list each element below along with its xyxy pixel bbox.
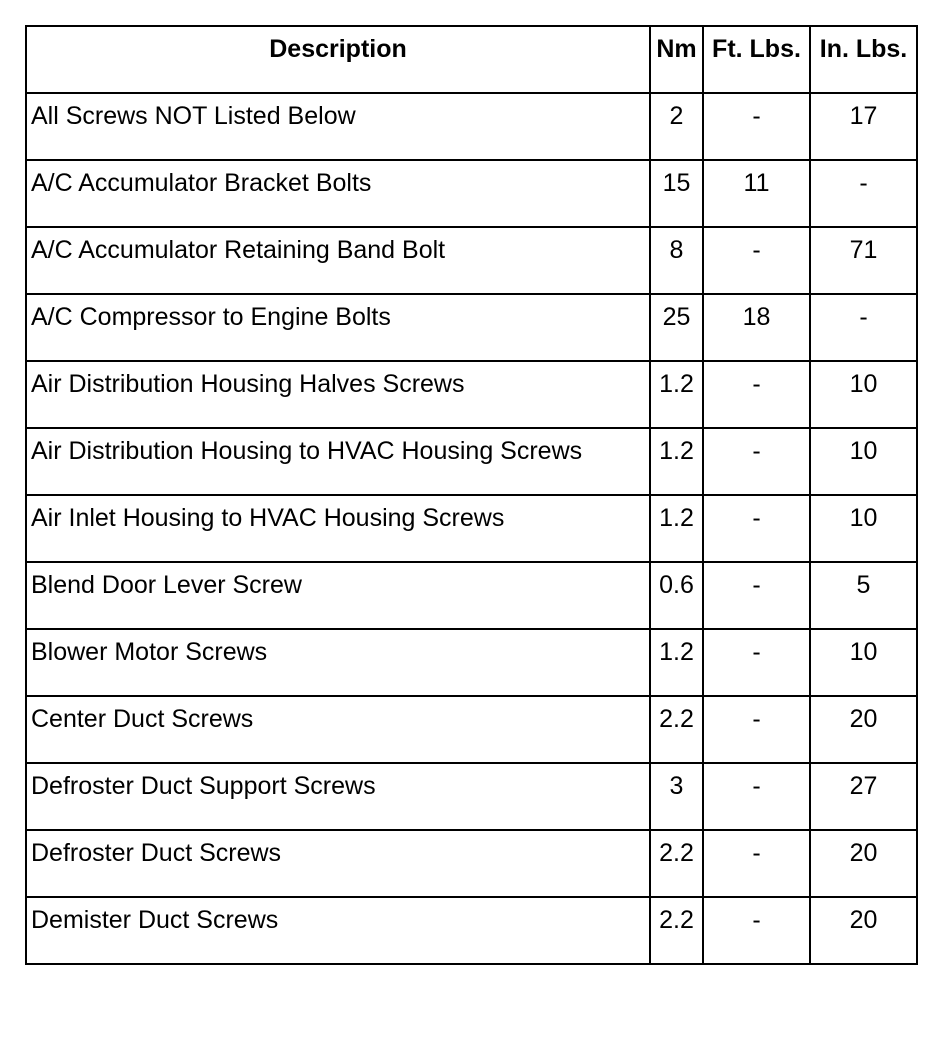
cell-ft-lbs-value: 18	[742, 303, 771, 331]
cell-nm-value: 1.2	[659, 370, 694, 398]
cell-description	[26, 562, 650, 629]
cell-ft-lbs-value: -	[752, 705, 761, 733]
cell-description-value: Air Distribution Housing Halves Screws	[31, 370, 465, 398]
cell-in-lbs	[810, 93, 917, 160]
cell-in-lbs	[810, 160, 917, 227]
cell-in-lbs-value: 10	[849, 504, 878, 532]
cell-nm	[650, 830, 703, 897]
cell-ft-lbs-value: -	[752, 236, 761, 264]
cell-nm	[650, 696, 703, 763]
cell-description-value: Center Duct Screws	[31, 705, 254, 733]
cell-nm-value: 3	[669, 772, 684, 800]
cell-ft-lbs-value: -	[752, 839, 761, 867]
cell-description-value: Blower Motor Screws	[31, 638, 268, 666]
cell-nm-value: 1.2	[659, 504, 694, 532]
cell-nm-value: 2.2	[659, 705, 694, 733]
table-row	[26, 227, 917, 294]
header-in-lbs	[810, 26, 917, 93]
cell-description	[26, 629, 650, 696]
cell-in-lbs-value: 27	[849, 772, 878, 800]
table-row	[26, 160, 917, 227]
table-row	[26, 763, 917, 830]
cell-description	[26, 361, 650, 428]
cell-ft-lbs-value: 11	[743, 169, 770, 197]
cell-nm-value: 0.6	[659, 571, 694, 599]
header-description-label: Description	[269, 35, 407, 63]
cell-nm-value: 25	[662, 303, 691, 331]
table-row	[26, 897, 917, 964]
cell-ft-lbs	[703, 294, 810, 361]
cell-ft-lbs-value: -	[752, 571, 761, 599]
cell-ft-lbs-value: -	[752, 437, 761, 465]
cell-in-lbs	[810, 227, 917, 294]
table-header-row	[26, 26, 917, 93]
cell-description	[26, 495, 650, 562]
header-nm	[650, 26, 703, 93]
cell-ft-lbs-value: -	[752, 370, 761, 398]
torque-spec-table	[25, 25, 918, 965]
cell-nm	[650, 93, 703, 160]
cell-in-lbs-value: 71	[849, 236, 878, 264]
cell-ft-lbs-value: -	[752, 772, 761, 800]
cell-in-lbs-value: 20	[849, 705, 878, 733]
cell-description-value: Air Distribution Housing to HVAC Housing Screws	[31, 437, 583, 465]
cell-in-lbs	[810, 361, 917, 428]
cell-nm	[650, 294, 703, 361]
cell-in-lbs-value: 10	[849, 370, 878, 398]
cell-in-lbs-value: 17	[849, 102, 878, 130]
cell-ft-lbs	[703, 629, 810, 696]
cell-description	[26, 763, 650, 830]
table-row	[26, 830, 917, 897]
cell-in-lbs-value: 20	[849, 906, 878, 934]
cell-in-lbs-value: -	[859, 169, 868, 197]
cell-in-lbs-value: 20	[849, 839, 878, 867]
cell-nm	[650, 227, 703, 294]
cell-in-lbs	[810, 696, 917, 763]
cell-ft-lbs	[703, 361, 810, 428]
cell-in-lbs	[810, 629, 917, 696]
cell-description	[26, 428, 650, 495]
cell-nm	[650, 763, 703, 830]
table-row	[26, 93, 917, 160]
cell-in-lbs	[810, 428, 917, 495]
table-body	[26, 93, 917, 964]
cell-ft-lbs	[703, 227, 810, 294]
cell-ft-lbs	[703, 696, 810, 763]
cell-nm	[650, 562, 703, 629]
table-row	[26, 495, 917, 562]
cell-description-value: Blend Door Lever Screw	[31, 571, 302, 599]
table-row	[26, 696, 917, 763]
cell-ft-lbs	[703, 93, 810, 160]
cell-ft-lbs	[703, 897, 810, 964]
cell-nm	[650, 495, 703, 562]
cell-in-lbs	[810, 495, 917, 562]
cell-ft-lbs	[703, 763, 810, 830]
cell-ft-lbs	[703, 495, 810, 562]
cell-nm-value: 1.2	[659, 638, 694, 666]
table-row	[26, 428, 917, 495]
cell-description	[26, 897, 650, 964]
cell-ft-lbs-value: -	[752, 906, 761, 934]
cell-in-lbs	[810, 897, 917, 964]
cell-in-lbs-value: 5	[856, 571, 871, 599]
cell-nm-value: 2.2	[659, 839, 694, 867]
header-ft-lbs-label: Ft. Lbs.	[712, 35, 801, 63]
cell-ft-lbs	[703, 562, 810, 629]
table-row	[26, 361, 917, 428]
header-description	[26, 26, 650, 93]
table-row	[26, 629, 917, 696]
cell-ft-lbs-value: -	[752, 638, 761, 666]
cell-description	[26, 294, 650, 361]
table-row	[26, 294, 917, 361]
cell-nm-value: 1.2	[659, 437, 694, 465]
cell-description-value: Defroster Duct Support Screws	[31, 772, 376, 800]
cell-description	[26, 227, 650, 294]
cell-ft-lbs	[703, 428, 810, 495]
cell-ft-lbs-value: -	[752, 504, 761, 532]
header-nm-label: Nm	[656, 35, 697, 63]
cell-ft-lbs	[703, 160, 810, 227]
cell-nm-value: 15	[662, 169, 691, 197]
cell-description	[26, 160, 650, 227]
cell-nm-value: 8	[669, 236, 684, 264]
cell-description-value: A/C Accumulator Retaining Band Bolt	[31, 236, 446, 264]
cell-description-value: Demister Duct Screws	[31, 906, 279, 934]
cell-ft-lbs-value: -	[752, 102, 761, 130]
cell-nm	[650, 361, 703, 428]
cell-nm	[650, 160, 703, 227]
cell-nm-value: 2	[669, 102, 684, 130]
cell-in-lbs	[810, 830, 917, 897]
cell-description-value: Air Inlet Housing to HVAC Housing Screws	[31, 504, 505, 532]
cell-description	[26, 696, 650, 763]
cell-in-lbs	[810, 294, 917, 361]
cell-nm	[650, 897, 703, 964]
header-ft-lbs	[703, 26, 810, 93]
cell-nm	[650, 428, 703, 495]
table-row	[26, 562, 917, 629]
cell-in-lbs-value: -	[859, 303, 868, 331]
cell-description	[26, 93, 650, 160]
cell-in-lbs	[810, 562, 917, 629]
header-in-lbs-label: In. Lbs.	[819, 35, 908, 63]
cell-description-value: A/C Compressor to Engine Bolts	[31, 303, 391, 331]
cell-in-lbs-value: 10	[849, 638, 878, 666]
cell-description-value: All Screws NOT Listed Below	[31, 102, 356, 130]
cell-description-value: A/C Accumulator Bracket Bolts	[31, 169, 372, 197]
cell-description	[26, 830, 650, 897]
cell-description-value: Defroster Duct Screws	[31, 839, 282, 867]
cell-nm-value: 2.2	[659, 906, 694, 934]
cell-ft-lbs	[703, 830, 810, 897]
cell-in-lbs	[810, 763, 917, 830]
cell-in-lbs-value: 10	[849, 437, 878, 465]
cell-nm	[650, 629, 703, 696]
